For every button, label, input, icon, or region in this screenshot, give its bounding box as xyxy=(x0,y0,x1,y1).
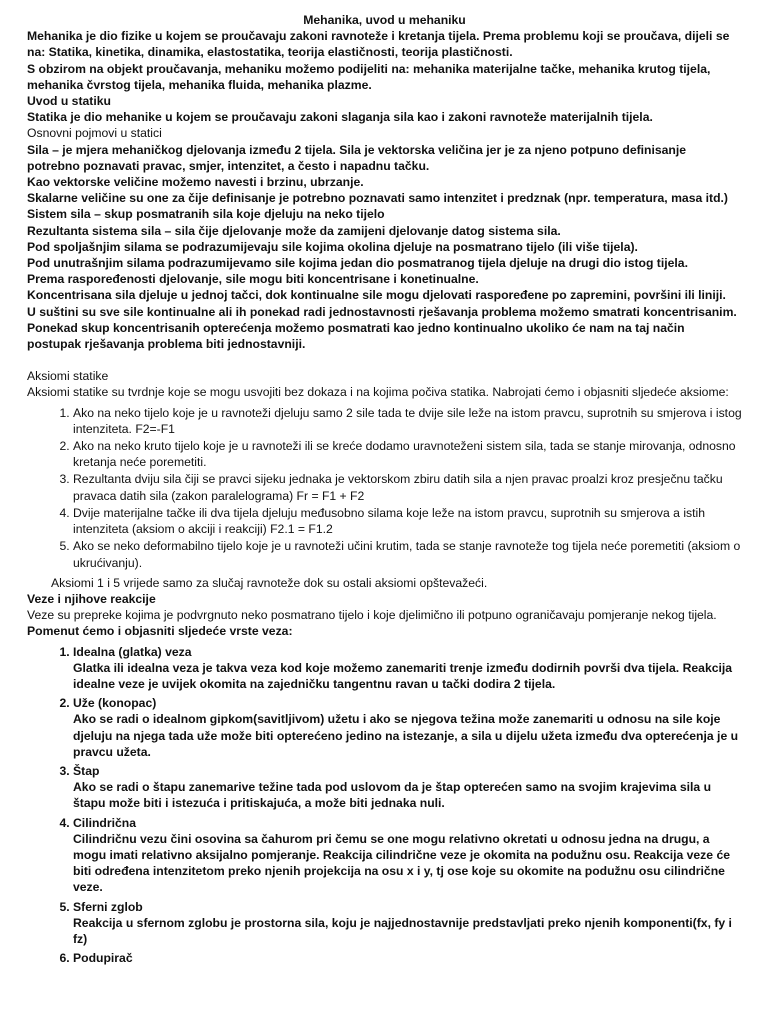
veze-lead: Pomenut ćemo i objasniti sljedeće vrste veza: xyxy=(27,624,293,639)
veza-item-5 xyxy=(73,899,742,948)
aksiom-item-1: 1. Ako na neko tijelo koje je u ravnoteži djeluju samo 2 sile tada te dvije sile leže na istom pravcu, suprotnih su smjerova i istog intenziteta. F2=-F1 xyxy=(73,405,742,437)
veza-item-6 xyxy=(73,950,742,966)
uvod-heading: Uvod u statiku xyxy=(27,94,111,109)
section-spacer xyxy=(27,352,742,368)
rezultanta-line: Rezultanta sistema sila – sila čije djelovanje može da zamijeni djelovanje datog sistema sila. xyxy=(27,223,561,238)
veza-text: Glatka ili idealna veza je takva veza kod koje možemo zanemariti trenje između dodirnih površi dva tijela. Reakcija idealne veze je uvijek okomita na zajedničku tangentnu ravan u tački dodira 2 tijela. xyxy=(73,660,733,691)
vektorske-line: Kao vektorske veličine možemo navesti i brzinu, ubrzanje. xyxy=(27,175,364,190)
veza-text: Ako se radi o štapu zanemarive težine tada pod uslovom da je štap opterećen samo na svojim krajevima sila u štapu može biti i istezuća i pritiskajuća, a može biti jednaka nuli. xyxy=(73,780,712,811)
veza-item-2 xyxy=(73,695,742,760)
document-title: Mehanika, uvod u mehaniku xyxy=(303,13,466,27)
spoljasnje-sile-line: Pod spoljašnjim silama se podrazumijevaju sile kojima okolina djeluje na posmatrano tijelo (ili više tijela). xyxy=(27,239,638,254)
rasporedenost-line: Prema raspoređenosti djelovanje, sile mogu biti koncentrisane i konetinualne. xyxy=(27,272,479,287)
intro-paragraph-1: Mehanika je dio fizike u kojem se proučavaju zakoni ravnoteže i kretanja tijela. Prema problemu koji se proučava, dijeli se na: Statika, kinetika, dinamika, elastostatika, teorija elastičnosti, teorija plastičnosti. xyxy=(27,29,730,60)
veza-item-1 xyxy=(73,644,742,693)
sustini-line: U suštini su sve sile kontinualne ali ih ponekad radi jednostavnosti rješavanja problema možemo smatrati koncentrisanim. xyxy=(27,304,737,319)
statika-definition: Statika je dio mehanike u kojem se proučavaju zakoni slaganja sila kao i zakoni ravnoteže materijalnih tijela. xyxy=(27,110,653,125)
veza-text: Cilindričnu vezu čini osovina sa čahurom pri čemu se one mogu relativno okretati u odnosu jedna na drugu, a mogu imati relativno aksijalno pomjeranje. Reakcija cilindrične veze je okomita na podužnu osu. Reakcija veze će biti određena intenzitetom preko njenih projekcija na osu x i y, tj ose koje su okomite na podužnu osu cilindrične veze. xyxy=(73,831,730,895)
veze-list xyxy=(27,644,742,967)
veza-name: 3. Štap xyxy=(73,763,100,778)
skalarne-line: Skalarne veličine su one za čije definisanje je potrebno poznavati samo intenzitet i predznak (npr. temperatura, masa itd.) xyxy=(27,191,728,206)
veza-name: 5. Sferni zglob xyxy=(73,899,143,914)
aksiom-item-4: 4. Dvije materijalne tačke ili dva tijela djeluju međusobno silama koje leže na istom pravcu, suprotnih su smjerova a istih intenziteta (aksiom o akciji i reakciji) F2.1 = F1.2 xyxy=(73,505,742,537)
aksiom-item-3: 3. Rezultanta dviju sila čiji se pravci sijeku jednaka je vektorskom zbiru datih sila a njen pravac proalzi kroz presječnu tačku pravaca datih sila (zakon paralelograma) Fr = F1 + F2 xyxy=(73,471,742,503)
aksiomi-heading: Aksiomi statike xyxy=(27,369,109,384)
veza-item-4 xyxy=(73,815,742,896)
aksiomi-intro: Aksiomi statike su tvrdnje koje se mogu usvojiti bez dokaza i na kojima počiva statika. Nabrojati ćemo i objasniti sljedeće aksiome: xyxy=(27,385,729,400)
veza-name: 1. Idealna (glatka) veza xyxy=(73,644,192,659)
aksiomi-note: Aksiomi 1 i 5 vrijede samo za slučaj ravnoteže dok su ostali aksiomi opštevažeći. xyxy=(51,575,488,590)
veze-intro: Veze su prepreke kojima je podvrgnuto neko posmatrano tijelo i koje djelimično ili potpuno ograničavaju pomjeranje nekog tijela. xyxy=(27,608,717,623)
veza-name: 2. Uže (konopac) xyxy=(73,696,157,711)
veza-item-3 xyxy=(73,763,742,812)
aksiom-item-2: 2. Ako na neko kruto tijelo koje je u ravnoteži ili se kreće dodamo uravnoteženi sistem sila, tada se stanje mirovanja, odnosno kretanja neće poremetiti. xyxy=(73,438,742,470)
ponekad-line: Ponekad skup koncentrisanih opterećenja možemo posmatrati kao jedno kontinualno ukoliko će nam na taj način postupak rješavanja problema biti jednostavniji. xyxy=(27,320,685,352)
aksiom-item-5: 5. Ako se neko deformabilno tijelo koje je u ravnoteži učini krutim, tada se stanje ravnoteže tog tijela neće poremetiti (aksiom o ukrućivanju). xyxy=(73,538,742,570)
koncentrisana-line: Koncentrisana sila djeluje u jednoj tačci, dok kontinualne sile mogu djelovati raspoređene po zapremini, površini ili liniji. xyxy=(27,288,726,303)
veze-heading: Veze i njihove reakcije xyxy=(27,591,156,606)
intro-paragraph-2: S obzirom na objekt proučavanja, mehaniku možemo podijeliti na: mehanika materijalne tačke, mehanika krutog tijela, mehanika čvrstog tijela, mehanika fluida, mehanika plazme. xyxy=(27,61,711,92)
sila-definition: Sila – je mjera mehaničkog djelovanja između 2 tijela. Sila je vektorska veličina jer je za njeno potpuno definisanje potrebno poznavati pravac, smjer, intenzitet, a često i napadnu tačku. xyxy=(27,142,687,173)
veza-text: Reakcija u sfernom zglobu je prostorna sila, koju je najjednostavnije predstavljati preko njenih komponenti(fx, fy i fz) xyxy=(73,915,732,946)
veza-name: 6. Podupirač xyxy=(73,951,133,966)
aksiomi-list xyxy=(27,405,742,571)
veza-text: Ako se radi o idealnom gipkom(savitljivom) užetu i ako se njegova težina može zanemariti u odnosu na sile koje djeluju na njega tada uže može biti opterećeno jedino na istezanje, a sila u dijelu užeta između dva opterećenja je u pravcu užeta. xyxy=(73,712,739,759)
veza-name: 4. Cilindrična xyxy=(73,815,136,830)
osnovni-heading: Osnovni pojmovi u statici xyxy=(27,126,162,141)
sistem-sila-line: Sistem sila – skup posmatranih sila koje djeluju na neko tijelo xyxy=(27,207,385,222)
unutrasnje-sile-line: Pod unutrašnjim silama podrazumijevamo sile kojima jedan dio posmatranog tijela djeluje na drugi dio istog tijela. xyxy=(27,256,688,271)
